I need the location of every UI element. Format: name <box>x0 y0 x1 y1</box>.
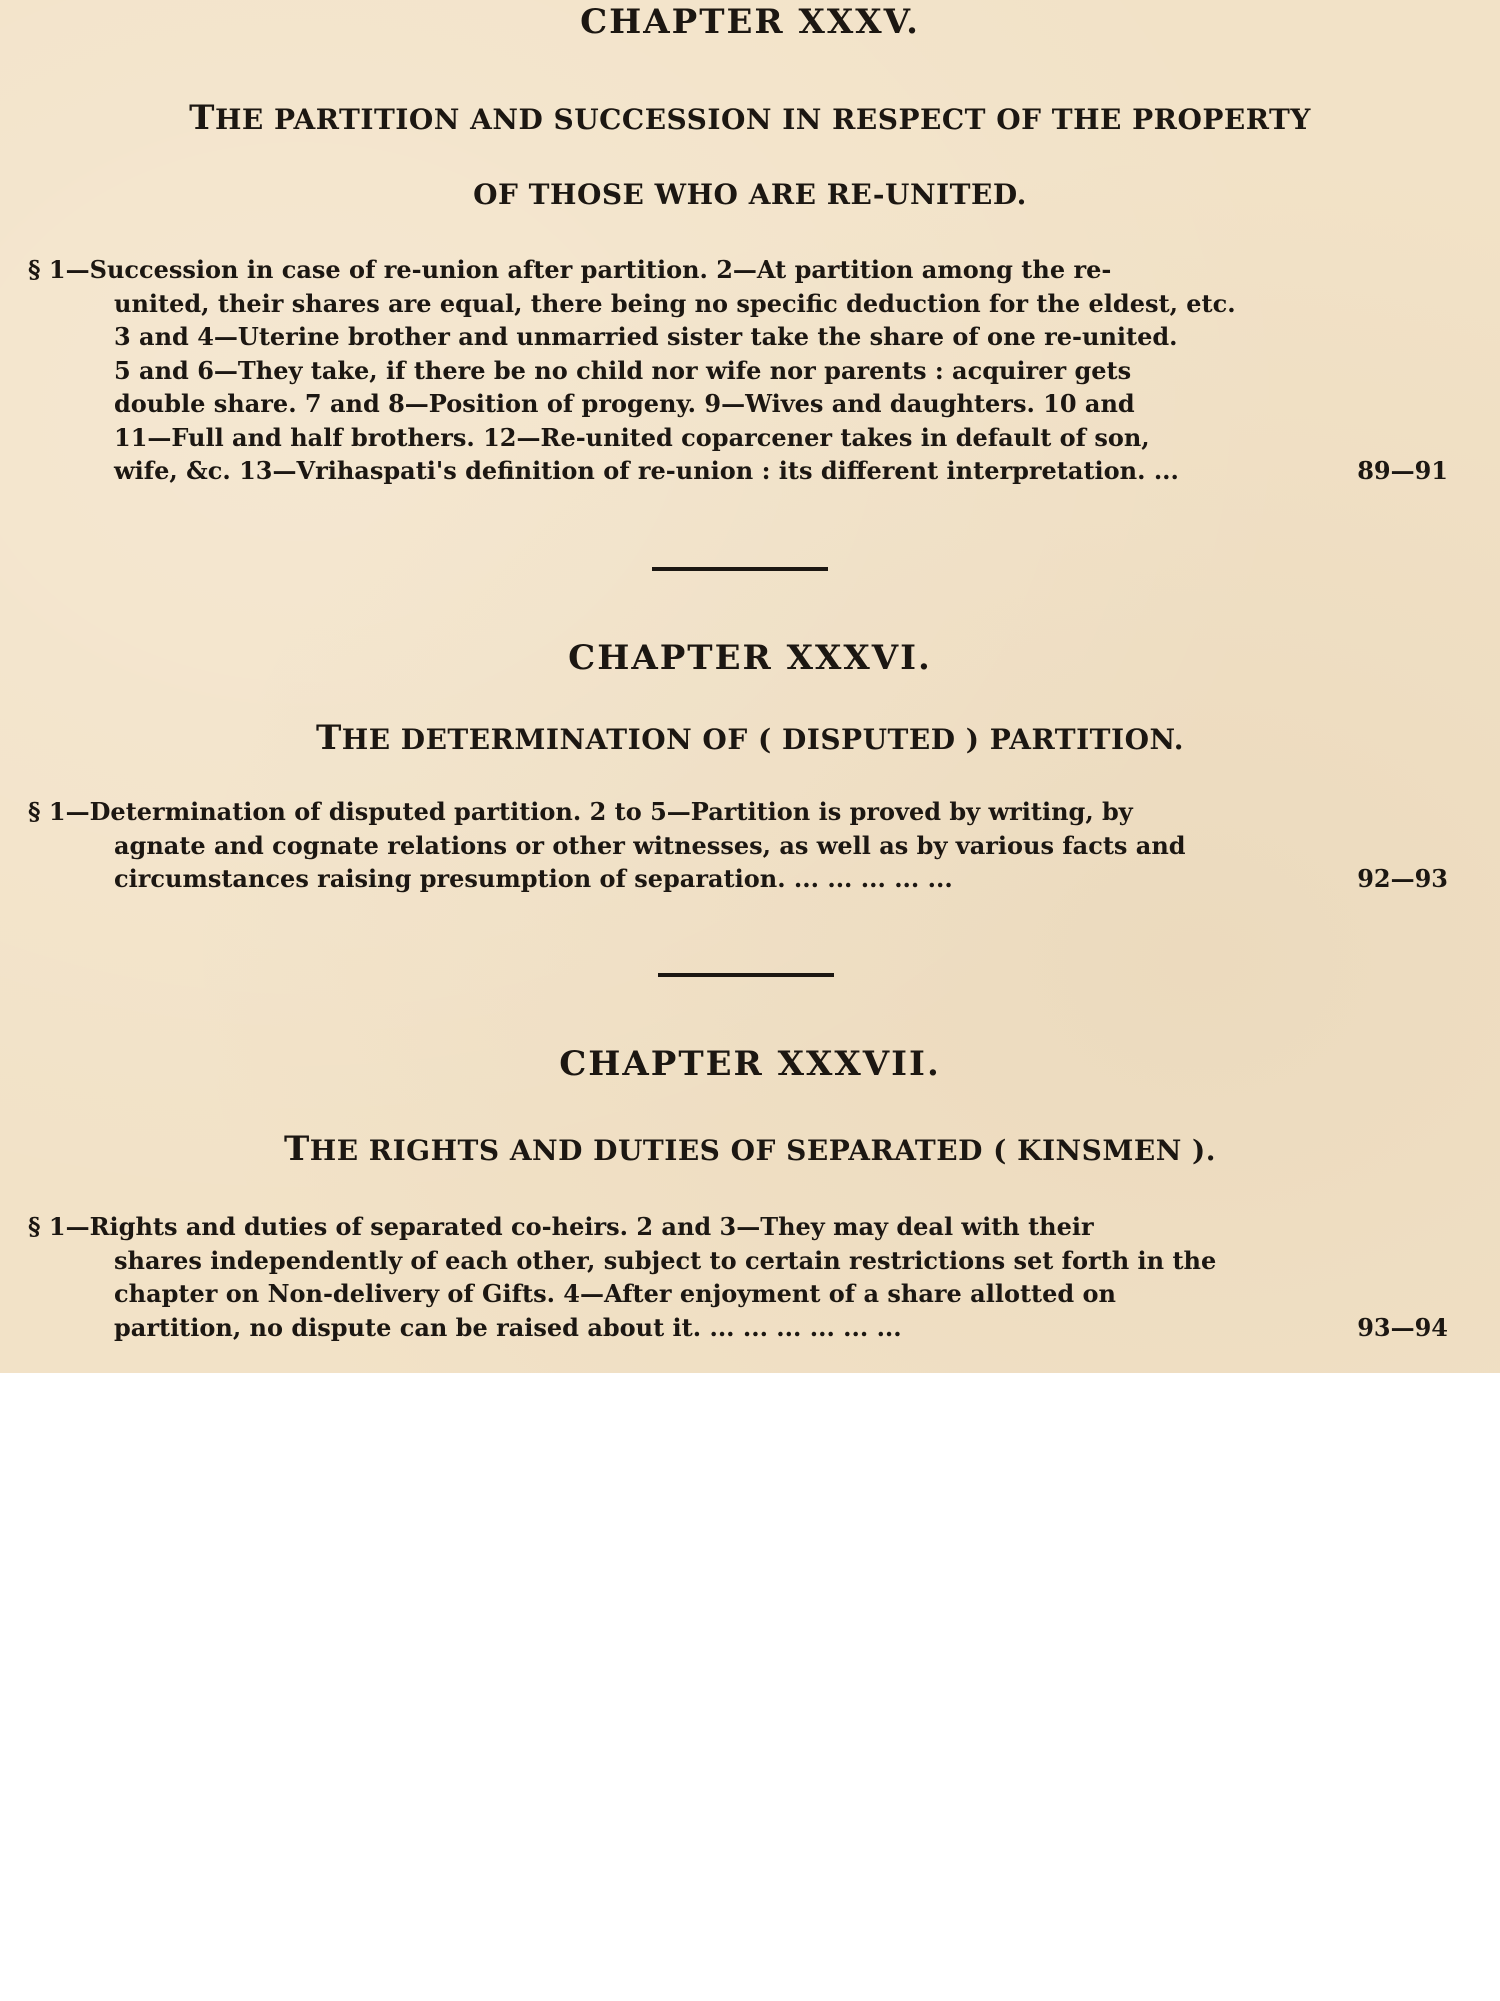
chapter-35-title: CHAPTER XXXV. <box>580 2 920 42</box>
summary-last-text: circumstances raising presumption of separation. ... ... ... ... ... <box>114 864 953 893</box>
chapter-36-subtitle-initial: T <box>315 718 342 758</box>
chapter-36-title: CHAPTER XXXVI. <box>568 638 932 678</box>
summary-last-line <box>28 1311 1448 1345</box>
summary-line: united, their shares are equal, there being no specific deduction for the eldest, etc. <box>114 288 1236 318</box>
summary-line: § 1—Determination of disputed partition. 2 to 5—Partition is proved by writing, by <box>28 797 1133 826</box>
chapter-35-summary <box>28 253 1448 488</box>
chapter-36-subtitle-text: HE DETERMINATION OF ( DISPUTED ) PARTITION. <box>341 723 1185 756</box>
summary-line: 11—Full and half brothers. 12—Re-united coparcener takes in default of son, <box>114 422 1150 452</box>
chapter-37-summary <box>28 1210 1448 1344</box>
summary-line: double share. 7 and 8—Position of progeny. 9—Wives and daughters. 10 and <box>114 389 1135 418</box>
chapter-37-title: CHAPTER XXXVII. <box>559 1044 941 1084</box>
page-range: 92—93 <box>1357 864 1448 893</box>
page-range: 89—91 <box>1357 456 1448 485</box>
summary-line: 5 and 6—They take, if there be no child nor wife nor parents : acquirer gets <box>114 355 1132 385</box>
summary-line: agnate and cognate relations or other witnesses, as well as by various facts and <box>114 830 1186 860</box>
summary-last-line <box>28 454 1448 488</box>
chapter-35-subtitle <box>0 98 1500 138</box>
summary-line: § 1—Rights and duties of separated co-heirs. 2 and 3—They may deal with their <box>28 1212 1094 1241</box>
section-divider <box>652 567 828 571</box>
chapter-35-subtitle-initial: T <box>189 98 215 138</box>
chapter-37-subtitle-initial: T <box>283 1129 310 1169</box>
summary-line: chapter on Non-delivery of Gifts. 4—After enjoyment of a share allotted on <box>114 1279 1116 1308</box>
summary-last-text: wife, &c. 13—Vrihaspati's definition of re-union : its different interpretation. ... <box>114 456 1179 485</box>
chapter-37-subtitle-text: HE RIGHTS AND DUTIES OF SEPARATED ( KINSMEN ). <box>309 1134 1217 1167</box>
page-range: 93—94 <box>1357 1312 1448 1342</box>
chapter-36-subtitle <box>0 718 1500 758</box>
section-divider <box>658 973 834 977</box>
chapter-35-subtitle-text: HE PARTITION AND SUCCESSION IN RESPECT OF THE PROPERTY <box>214 103 1311 136</box>
chapter-36-summary <box>28 795 1448 896</box>
summary-last-line <box>28 862 1448 896</box>
summary-line: shares independently of each other, subject to certain restrictions set forth in the <box>114 1245 1217 1275</box>
summary-line: § 1—Succession in case of re-union after partition. 2—At partition among the re- <box>28 255 1112 284</box>
chapter-35-subtitle-line2: OF THOSE WHO ARE RE-UNITED. <box>473 178 1027 211</box>
summary-line: 3 and 4—Uterine brother and unmarried sister take the share of one re-united. <box>114 322 1178 351</box>
chapter-37-subtitle <box>0 1129 1500 1169</box>
summary-last-text: partition, no dispute can be raised about it. ... ... ... ... ... ... <box>114 1312 902 1342</box>
